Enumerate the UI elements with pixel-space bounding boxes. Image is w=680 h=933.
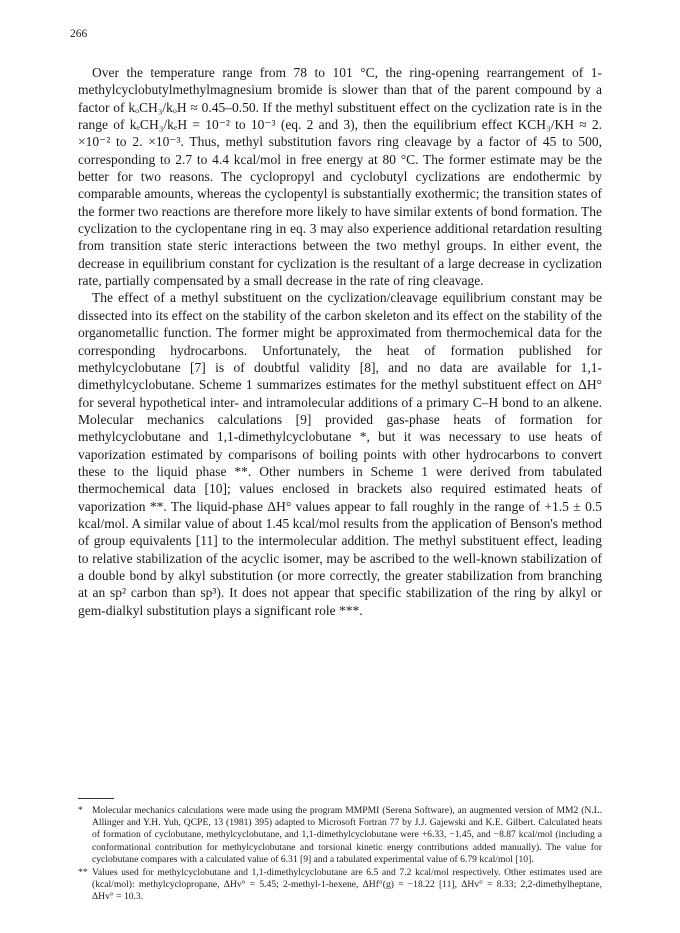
footnote-text: Values used for methylcyclobutane and 1,1-dimethylcyclobutane are 6.5 and 7.2 kcal/mol respectively. Other estimates used are (kcal/mol): methylcyclopropane, ΔHv° = 5.45; 2-methyl-1-hexene, ΔHf°(g) = −18.22 [11], ΔHv° = 8.33; 2,2-dimethylheptane, ΔHv° = 10.3. (92, 867, 602, 903)
paragraph-1: Over the temperature range from 78 to 101 °C, the ring-opening rearrangement of 1-methylcyclobutylmethylmagnesium bromide is slower than that of the parent compound by a factor of kₒCH₃/kₒH ≈ 0.45–0.50. If the methyl substituent effect on the cyclization rate is in the range of kₑCH₃/kₑH = 10⁻² to 10⁻³ (eq. 2 and 3), then the equilibrium effect KCH₃/KH ≈ 2. ×10⁻² to 2. ×10⁻³. Thus, methyl substitution favors ring cleavage by a factor of 45 to 500, corresponding to 2.7 to 4.4 kcal/mol in free energy at 80 °C. The former estimate may be the better for two reasons. The cyclopropyl and cyclobutyl cyclizations are endothermic by comparable amounts, whereas the cyclopentyl is substantially exothermic; the transition states of the former two reactions are therefore more likely to have similar extents of bond formation. The cyclization to the cyclopentane ring in eq. 3 may also experience additional retardation resulting from transition state steric interactions between the two methyl groups. In either event, the decrease in equilibrium constant for cyclization is the resultant of a large decrease in cyclization rate, partially compensated by a small decrease in the rate of ring cleavage. (78, 65, 602, 289)
footnote-2 (78, 867, 602, 904)
footnote-mark: ** (78, 867, 88, 879)
footnotes (78, 805, 602, 905)
body-text (78, 64, 602, 619)
footnote-text: Molecular mechanics calculations were made using the program MMPMI (Serena Software), an augmented version of MM2 (N.L. Allinger and Y.H. Yuh, QCPE, 13 (1981) 395) adapted to Microsoft Fortran 77 by J.J. Gajewski and K.E. Gilbert. Calculated heats of formation of cyclobutane, methylcyclobutane, and 1,1-dimethylcyclobutane were +6.33, −1.45, and −8.87 kcal/mol (including a conformational contribution for methylcyclobutane and torsional kinetic energy contributions added manually). The value for cyclobutane compares with a calculated value of 6.31 [9] and a tabulated experimental value of 6.79 kcal/mol [10]. (92, 805, 602, 865)
footnote-mark: * (78, 805, 83, 816)
page-number: 266 (70, 28, 88, 40)
footnote-divider (78, 798, 114, 799)
paragraph-2: The effect of a methyl substituent on the cyclization/cleavage equilibrium constant may be dissected into its effect on the stability of the carbon skeleton and its effect on the stability of the organometallic function. The former might be approximated from thermochemical data for the corresponding hydrocarbons. Unfortunately, the heat of formation published for methylcyclobutane [7] is of doubtful validity [8], and no data are available for 1,1-dimethylcyclobutane. Scheme 1 summarizes estimates for the methyl substituent effect on ΔH° for several hypothetical inter- and intramolecular additions of a primary C–H bond to an alkene. Molecular mechanics calculations [9] provided gas-phase heats of formation for methylcyclobutane and 1,1-dimethylcyclobutane *, but it was necessary to use heats of vaporization estimated by comparisons of boiling points with other hydrocarbons to convert these to the liquid phase **. Other numbers in Scheme 1 were derived from tabulated thermochemical data [10]; values enclosed in brackets also required estimated heats of vaporization **. The liquid-phase ΔH° values appear to fall roughly in the range of +1.5 ± 0.5 kcal/mol. A similar value of about 1.45 kcal/mol results from the application of Benson's method of group equivalents [11] to the intermolecular addition. The methyl substituent effect, leading to relative stabilization of the acyclic isomer, may be ascribed to the well-known stabilization of a double bond by alkyl substitution (or more correctly, the greater stabilization from branching at an sp² carbon than sp³). It does not appear that specific stabilization of the ring by alkyl or gem-dialkyl substitution plays a significant role ***. (78, 290, 602, 618)
footnote-1 (78, 805, 602, 866)
